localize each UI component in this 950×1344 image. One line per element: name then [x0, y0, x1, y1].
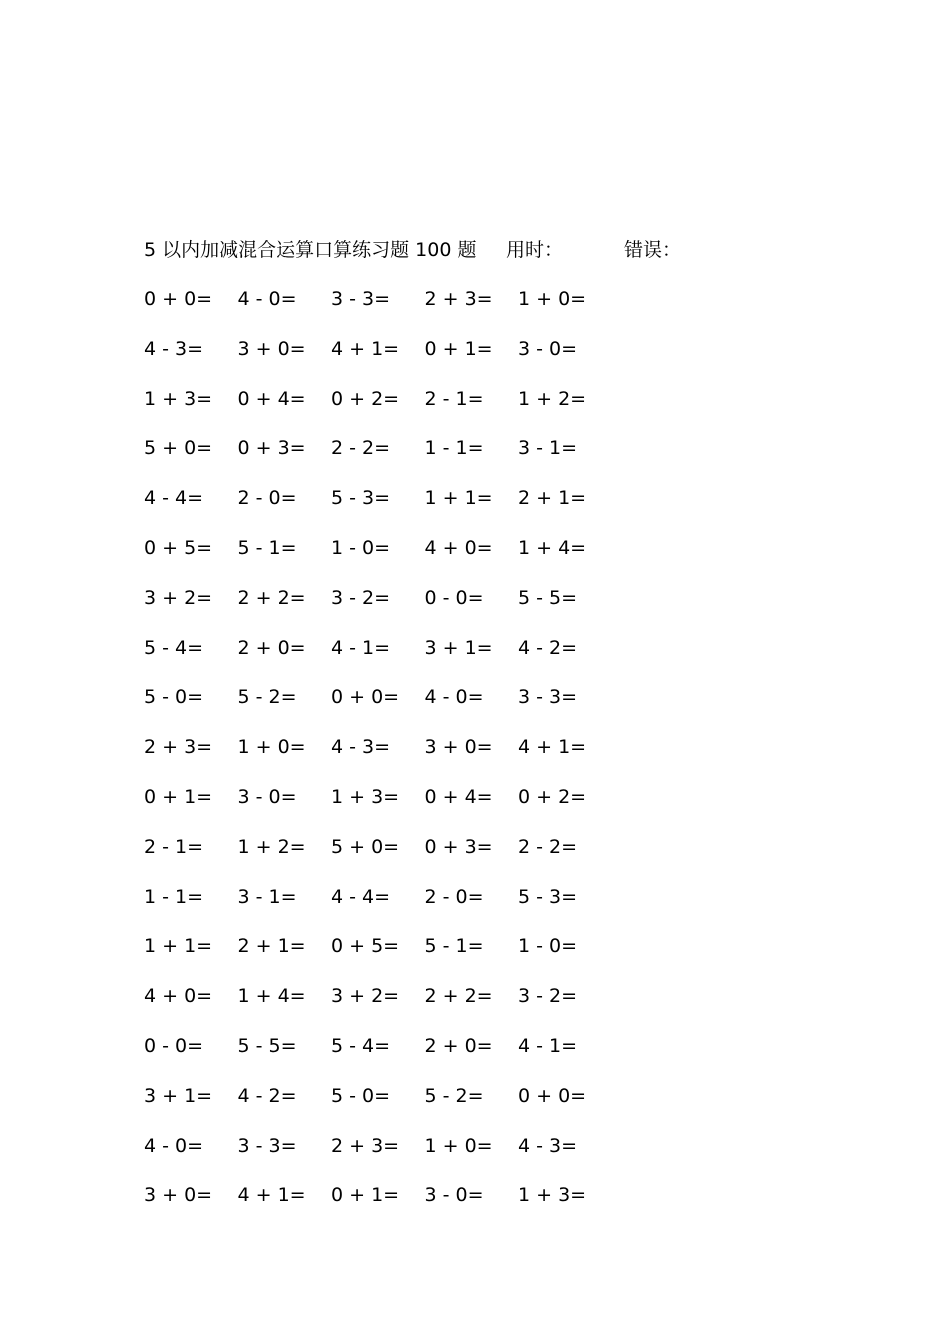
- problem-row: [144, 484, 704, 534]
- problem-item: 3 + 1=: [424, 636, 493, 659]
- problem-item: 3 + 1=: [144, 1084, 213, 1107]
- problem-row: [144, 783, 704, 833]
- problem-item: 3 - 3=: [518, 686, 578, 709]
- problem-item: 3 - 1=: [237, 885, 297, 908]
- problem-item: 4 + 0=: [424, 536, 493, 559]
- problem-item: 0 + 4=: [237, 387, 306, 410]
- problem-item: 1 - 1=: [144, 885, 204, 908]
- problem-item: 5 - 3=: [518, 885, 578, 908]
- problem-item: 3 + 0=: [237, 337, 306, 360]
- problem-row: [144, 584, 704, 634]
- problem-item: 4 - 0=: [144, 1134, 204, 1157]
- problem-row: [144, 335, 704, 385]
- problem-item: 5 - 5=: [518, 586, 578, 609]
- error-count-label: 错误：: [624, 239, 682, 261]
- time-used-label: 用时：: [506, 239, 564, 261]
- problem-item: 4 - 2=: [518, 636, 578, 659]
- problem-item: 2 + 3=: [331, 1134, 400, 1157]
- problem-item: 4 + 1=: [518, 736, 587, 759]
- problem-item: 2 + 3=: [144, 736, 213, 759]
- problem-item: 3 - 1=: [518, 437, 578, 460]
- problem-row: [144, 1032, 704, 1082]
- problem-item: 1 - 1=: [424, 437, 484, 460]
- worksheet-title: 5 以内加减混合运算口算练习题 100 题: [144, 239, 477, 261]
- problem-item: 3 - 0=: [237, 785, 297, 808]
- problem-row: [144, 385, 704, 435]
- problem-item: 5 + 0=: [331, 835, 400, 858]
- problem-item: 5 - 2=: [237, 686, 297, 709]
- problem-item: 1 + 0=: [237, 736, 306, 759]
- problem-item: 5 - 1=: [424, 935, 484, 958]
- problem-item: 3 - 3=: [331, 288, 391, 310]
- problem-item: 2 - 0=: [237, 487, 297, 510]
- problem-item: 1 - 0=: [331, 536, 391, 559]
- problem-item: 1 + 2=: [518, 387, 587, 410]
- problem-item: 1 + 0=: [424, 1134, 493, 1157]
- problem-item: 0 + 5=: [331, 935, 400, 958]
- problem-item: 0 + 0=: [144, 288, 213, 310]
- problem-item: 4 + 1=: [237, 1184, 306, 1207]
- problem-item: 2 + 1=: [237, 935, 306, 958]
- problem-item: 5 - 0=: [144, 686, 204, 709]
- problem-item: 2 - 0=: [424, 885, 484, 908]
- problem-row: [144, 683, 704, 733]
- problem-item: 4 - 2=: [237, 1084, 297, 1107]
- problem-item: 4 - 3=: [144, 337, 204, 360]
- problem-row: [144, 634, 704, 684]
- problem-item: 4 - 4=: [144, 487, 204, 510]
- problem-item: 1 + 1=: [144, 935, 213, 958]
- problem-item: 1 + 3=: [331, 785, 400, 808]
- problem-row: [144, 932, 704, 982]
- problem-item: 0 + 5=: [144, 536, 213, 559]
- problem-grid: [144, 285, 704, 1231]
- problem-row: [144, 982, 704, 1032]
- problem-item: 4 + 1=: [331, 337, 400, 360]
- problem-item: 0 - 0=: [424, 586, 484, 609]
- problem-item: 1 + 2=: [237, 835, 306, 858]
- problem-item: 2 + 0=: [424, 1034, 493, 1057]
- problem-item: 2 + 1=: [518, 487, 587, 510]
- problem-item: 1 + 3=: [144, 387, 213, 410]
- problem-item: 1 + 0=: [518, 288, 587, 310]
- problem-item: 1 + 1=: [424, 487, 493, 510]
- problem-item: 2 + 2=: [424, 985, 493, 1008]
- problem-item: 0 + 1=: [424, 337, 493, 360]
- problem-item: 2 - 2=: [518, 835, 578, 858]
- problem-item: 3 - 0=: [424, 1184, 484, 1207]
- problem-row: [144, 833, 704, 883]
- problem-item: 3 + 0=: [424, 736, 493, 759]
- problem-item: 1 + 3=: [518, 1184, 587, 1207]
- problem-item: 0 + 2=: [518, 785, 587, 808]
- problem-item: 5 - 3=: [331, 487, 391, 510]
- problem-item: 5 - 4=: [144, 636, 204, 659]
- problem-item: 5 - 4=: [331, 1034, 391, 1057]
- problem-item: 5 - 5=: [237, 1034, 297, 1057]
- problem-item: 4 - 3=: [331, 736, 391, 759]
- problem-row: [144, 434, 704, 484]
- problem-item: 0 + 0=: [518, 1084, 587, 1107]
- problem-item: 1 + 4=: [518, 536, 587, 559]
- problem-item: 4 - 3=: [518, 1134, 578, 1157]
- problem-item: 0 + 3=: [237, 437, 306, 460]
- problem-item: 3 + 2=: [331, 985, 400, 1008]
- problem-item: 0 + 2=: [331, 387, 400, 410]
- problem-item: 1 - 0=: [518, 935, 578, 958]
- problem-item: 0 + 0=: [331, 686, 400, 709]
- problem-item: 0 + 1=: [331, 1184, 400, 1207]
- problem-item: 3 - 0=: [518, 337, 578, 360]
- problem-item: 4 - 1=: [331, 636, 391, 659]
- problem-row: [144, 733, 704, 783]
- problem-row: [144, 1132, 704, 1182]
- problem-item: 2 + 0=: [237, 636, 306, 659]
- problem-item: 3 + 2=: [144, 586, 213, 609]
- worksheet-header: [144, 236, 844, 264]
- problem-item: 2 - 2=: [331, 437, 391, 460]
- problem-item: 2 + 2=: [237, 586, 306, 609]
- problem-item: 4 - 0=: [424, 686, 484, 709]
- problem-row: [144, 1181, 704, 1231]
- problem-item: 5 + 0=: [144, 437, 213, 460]
- problem-item: 4 + 0=: [144, 985, 213, 1008]
- problem-item: 2 - 1=: [144, 835, 204, 858]
- problem-row: [144, 1082, 704, 1132]
- problem-item: 0 + 3=: [424, 835, 493, 858]
- problem-row: [144, 534, 704, 584]
- problem-item: 0 - 0=: [144, 1034, 204, 1057]
- problem-item: 0 + 1=: [144, 785, 213, 808]
- problem-item: 3 - 3=: [237, 1134, 297, 1157]
- problem-item: 4 - 1=: [518, 1034, 578, 1057]
- problem-item: 5 - 2=: [424, 1084, 484, 1107]
- problem-item: 2 + 3=: [424, 288, 493, 310]
- problem-item: 4 - 4=: [331, 885, 391, 908]
- problem-item: 3 - 2=: [331, 586, 391, 609]
- problem-row: [144, 285, 704, 335]
- problem-row: [144, 883, 704, 933]
- problem-item: 5 - 0=: [331, 1084, 391, 1107]
- problem-item: 0 + 4=: [424, 785, 493, 808]
- problem-item: 3 + 0=: [144, 1184, 213, 1207]
- problem-item: 4 - 0=: [237, 288, 297, 310]
- problem-item: 5 - 1=: [237, 536, 297, 559]
- problem-item: 2 - 1=: [424, 387, 484, 410]
- problem-item: 3 - 2=: [518, 985, 578, 1008]
- problem-item: 1 + 4=: [237, 985, 306, 1008]
